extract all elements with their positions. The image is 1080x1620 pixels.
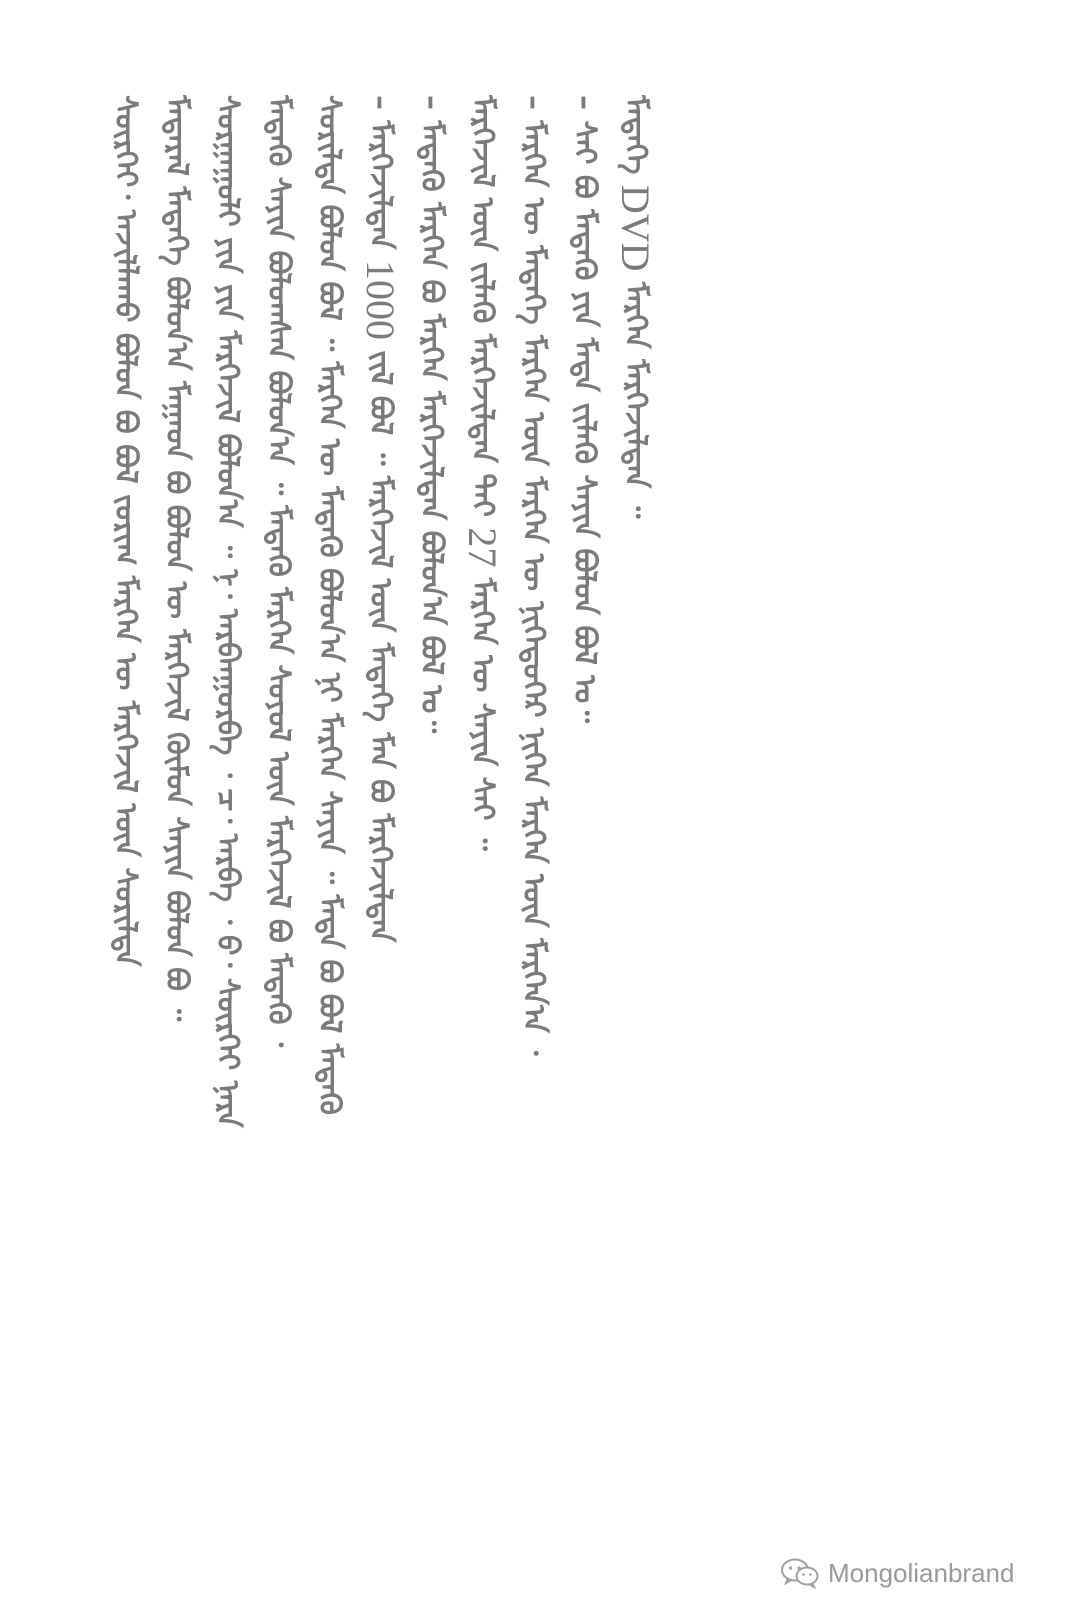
text-column [508, 95, 559, 1475]
text-column [457, 95, 508, 1475]
text-column [304, 95, 355, 1475]
latin-inline-text: DVD [613, 184, 658, 272]
mongolian-text-segment: ᠮᠡᠳᠡᠭᠡ [618, 95, 653, 185]
mongolian-text-segment: – ᠮᠡᠷᠭᠡᠵᠢᠯᠲᠡᠨ [363, 95, 398, 260]
mongolian-text-segment: ᠮᠡᠷᠭᠡᠨ ᠦ ᠰᠠᠶᠢᠨ ᠰᠠᠢ ᠃ [465, 567, 500, 851]
mongolian-text-segment: ᠮᠡᠷᠭᠡᠨ ᠮᠡᠷᠭᠡᠵᠢᠯᠲᠡᠨ ᠃ [618, 271, 653, 519]
watermark [780, 1553, 1014, 1593]
text-column [151, 95, 202, 1475]
text-column [355, 95, 406, 1475]
text-column [100, 95, 151, 1475]
mongolian-text-segment: ᠵᠢᠯ ᠪᠣᠯ ᠃ ᠮᠡᠷᠭᠡᠵᠢᠯ ᠦᠨ ᠮᠡᠳᠡᠭᠡ ᠮᠡᠨ ᠪᠣ ᠮᠡᠷᠭᠡᠵᠢᠯᠲᠡᠨ [363, 339, 398, 943]
mongolian-text-segment: – ᠰᠠᠢ ᠪᠣ ᠮᠡᠳᠡᠬᠦ ᠶᠢᠨ ᠮᠡᠳᠡ ᠵᠢᠯᠡᠬᠦ ᠰᠠᠶᠢᠨ ᠪᠣᠯᠤᠨ ᠪᠣᠯ ᠤ᠃ [567, 95, 602, 724]
mongolian-text-body [100, 95, 930, 1475]
latin-inline-text: 27 [460, 527, 505, 568]
wechat-icon [780, 1557, 820, 1589]
watermark-text: Mongolianbrand [828, 1557, 1015, 1588]
text-column [202, 95, 253, 1475]
mongolian-text-segment: ᠰᠤᠷᠭᠠᠭᠤᠯᠢ ᠶᠢᠨ ᠶᠢᠨ ᠮᠡᠷᠭᠡᠵᠢᠯ ᠪᠣᠯᠤᠨ᠎ᠠ ᠃ ᠨ᠂ ᠠᠷᠪᠠᠨᠭᠤᠷᠪᠠ ᠂ ᠴ᠂ ᠠᠷᠪᠠ ᠂ ᠪ᠂ ᠰᠦᠷᠬᠡᠢ ᠨᠠᠷᠠ [210, 95, 245, 1128]
text-column [610, 95, 661, 1475]
mongolian-text-segment: ᠰᠣᠷᠢᠯᠲᠠ ᠪᠣᠯᠤᠨ ᠪᠣᠯ ᠃ ᠮᠡᠷᠭᠡᠨ ᠦ ᠮᠡᠳᠡᠬᠦ ᠪᠣᠯᠤᠨ᠎ᠠ ᠨᠢ ᠮᠡᠷᠭᠡᠨ ᠰᠠᠶᠢᠨ ᠃ ᠮᠡᠳᠡ ᠪᠣ ᠪᠣᠯ ᠮᠡᠳᠡᠬᠦ [312, 95, 347, 1115]
mongolian-text-segment: – ᠮᠡᠳᠡᠬᠦ ᠮᠡᠷᠭᠡᠨ ᠪᠣ ᠮᠡᠷᠭᠡᠨ ᠮᠡᠷᠭᠡᠵᠢᠯᠲᠡᠨ ᠪᠣᠯᠤᠨ᠎ᠠ ᠪᠣᠯ ᠤ᠃ [414, 95, 449, 734]
mongolian-text-segment: ᠰᠦᠷᠬᠡᠢ᠂ ᠠᠵᠢᠯᠯᠠᠬᠤ ᠪᠣᠯᠤᠨ ᠪᠣ ᠪᠣᠯ ᠵᠣᠷᠢᠭ ᠮᠡᠷᠭᠡᠨ ᠦ ᠮᠡᠷᠭᠡᠵᠢᠯ ᠦᠨ ᠰᠣᠷᠢᠯᠲᠠ [108, 95, 143, 967]
mongolian-text-segment: – ᠮᠡᠷᠭᠡᠨ ᠦ ᠮᠡᠳᠡᠭᠡ ᠮᠡᠷᠭᠡᠨ ᠦᠨ ᠮᠡᠷᠭᠡᠨ ᠦ ᠨᠢᠭᠡᠳᠦᠭᠡᠷ ᠨᠢᠭᠡᠨ ᠮᠡᠷᠭᠡᠨ ᠦᠨ ᠮᠡᠷᠭᠡᠨ᠎ᠠ ᠂ [516, 95, 551, 1056]
text-column [406, 95, 457, 1475]
mongolian-text-segment: ᠮᠡᠳᠡᠬᠦ ᠰᠠᠶᠢᠨ ᠪᠣᠯᠤᠭᠰᠠᠨ ᠪᠣᠯᠤᠨ᠎ᠠ ᠃ ᠮᠡᠳᠡᠬᠦ ᠮᠡᠷᠭᠡᠨ ᠰᠣᠶᠣᠯ ᠦᠨ ᠮᠡᠷᠭᠡᠵᠢᠯ ᠪᠣ ᠮᠡᠳᠡᠬᠦ ᠂ [261, 95, 296, 1048]
text-column [559, 95, 610, 1475]
latin-inline-text: 1000 [358, 259, 403, 340]
text-column [253, 95, 304, 1475]
mongolian-text-segment: ᠮᠡᠷᠭᠡᠵᠢᠯ ᠦᠨ ᠵᠢᠯᠡᠬᠦ ᠮᠡᠷᠭᠡᠵᠢᠯᠲᠡᠨ ᠲᠠᠢ [465, 95, 500, 528]
mongolian-text-segment: ᠮᠡᠳᠡᠷᠡᠯ ᠮᠡᠳᠡᠭᠡ ᠪᠣᠯᠤᠨ᠎ᠠ ᠮᠠᠭᠠᠳ ᠪᠣ ᠪᠣᠯᠤᠨ ᠦ ᠮᠡᠷᠭᠡᠵᠢᠯ ᠬᠦᠮᠦᠨ ᠰᠠᠶᠢᠨ ᠪᠣᠯᠤᠨ ᠪᠣ ᠃ [159, 95, 194, 1022]
